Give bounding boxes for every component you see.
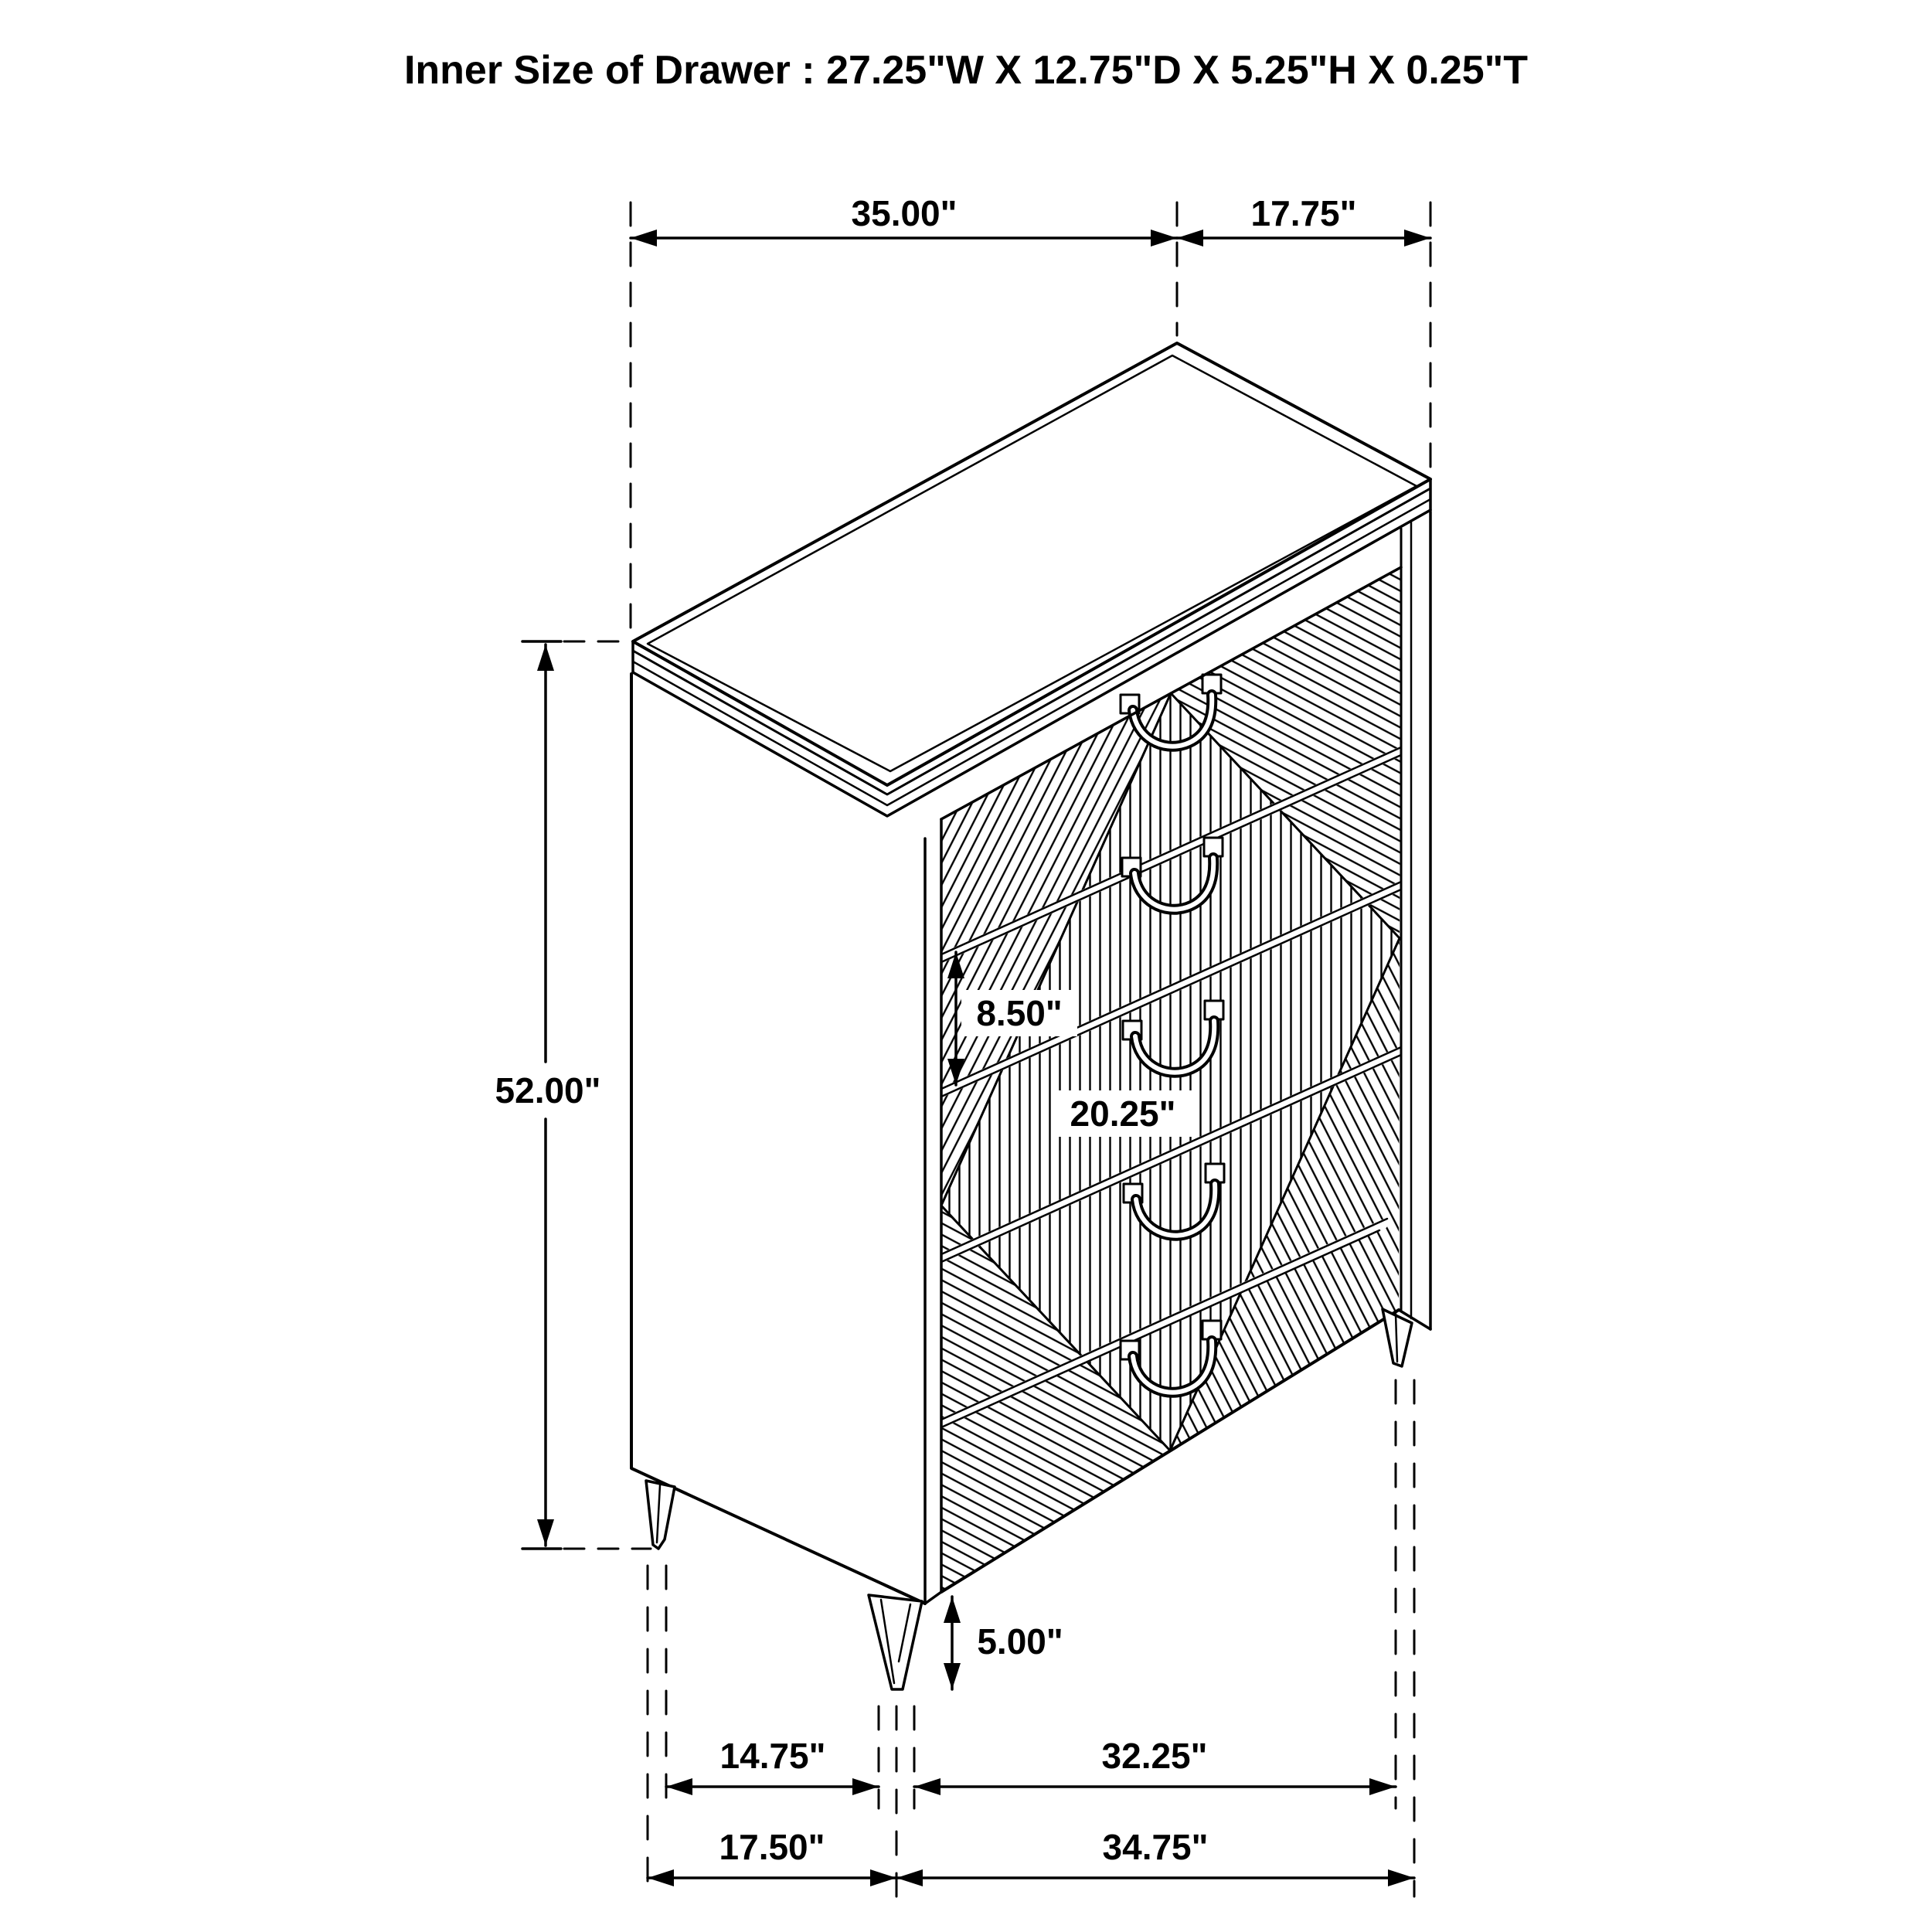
front-corner-stile [925, 819, 941, 1604]
dimension-label-drawer-height: 8.50" [976, 993, 1063, 1033]
dimension-label-drawer-width: 20.25" [1070, 1094, 1176, 1134]
diagram-title: Inner Size of Drawer : 27.25"W X 12.75"D X 5.25"H X 0.25"T [403, 48, 1529, 93]
dimension-label-base-depth-inner: 14.75" [719, 1736, 826, 1776]
dimension-label-base-depth-outer: 17.50" [719, 1827, 825, 1867]
dimension-label-top-width: 35.00" [851, 193, 957, 233]
dimension-label-base-width-outer: 34.75" [1102, 1827, 1209, 1867]
dimension-drawer-width [1053, 1090, 1192, 1137]
dimension-label-top-depth: 17.75" [1250, 193, 1357, 233]
dimension-label-leg-height: 5.00" [977, 1621, 1063, 1662]
dimension-label-base-width-inner: 32.25" [1101, 1736, 1208, 1776]
dimension-label-overall-height: 52.00" [495, 1070, 601, 1111]
